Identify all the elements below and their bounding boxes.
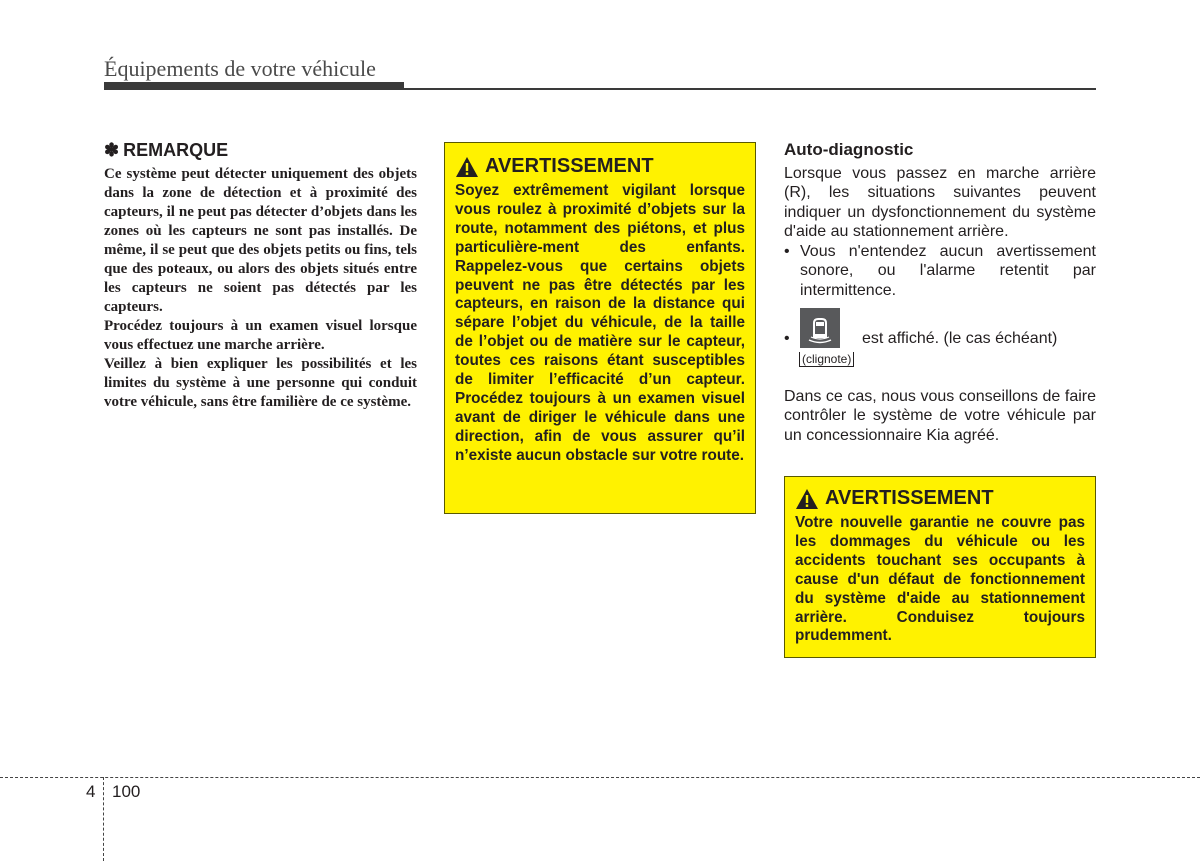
- warning-triangle-icon: [455, 156, 479, 178]
- footer-divider: [0, 777, 1200, 778]
- warning-heading: [455, 155, 745, 178]
- blink-caption: (clignote): [799, 352, 854, 367]
- autodiag-heading: Auto-diagnostic: [784, 140, 914, 159]
- asterisk-icon: ✽: [104, 140, 120, 160]
- note-paragraph: Ce système peut détecter uniquement des objets dans la zone de détection et à proximité des capteurs, il ne peut pas détecter d’objets dans les zones où les capteurs ne sont pas installés. De même, il se peut que des objets petits ou fins, tels que des poteaux, ou alors des objets situés entre les capteurs ne soient pas détectés par les capteurs.: [104, 166, 417, 315]
- bullet-symbol: •: [784, 330, 790, 347]
- note-body: [104, 165, 417, 412]
- warning-box-warranty: [784, 476, 1096, 658]
- page-header-title: Équipements de votre véhicule: [104, 56, 376, 81]
- note-heading-label: REMARQUE: [123, 140, 229, 160]
- warning-triangle-icon: [795, 488, 819, 510]
- autodiag-intro: Lorsque vous passez en marche arrière (R), les situations suivantes peuvent indiquer un dysfonctionnement du système d'aide au stationnement arrière.: [784, 165, 1096, 241]
- warning-body: Votre nouvelle garantie ne couvre pas les dommages du véhicule ou les accidents touchant ses occupants à cause d'un défaut de fonctionnement du système d'aide au stationnement arrière. Conduisez toujours prudemment.: [795, 514, 1085, 645]
- warning-box-pedestrians: [444, 142, 756, 514]
- header-rule: [104, 88, 1096, 90]
- page-number: 100: [112, 782, 141, 801]
- footer-vertical-divider: [103, 777, 104, 861]
- note-paragraph: Procédez toujours à un examen visuel lorsque vous effectuez une marche arrière.: [104, 318, 417, 353]
- warning-heading-label: AVERTISSEMENT: [825, 487, 994, 509]
- note-paragraph: Veillez à bien expliquer les possibilités et les limites du système à une personne qui conduit votre véhicule, sans être familière de ce système.: [104, 356, 417, 410]
- bullet-text: Vous n'entendez aucun avertissement sonore, ou l'alarme retentit par intermittence.: [800, 243, 1096, 299]
- section-number: 4: [86, 782, 96, 801]
- autodiag-bullet-display: [784, 308, 1096, 368]
- autodiag-bullet-sound: [784, 242, 1096, 300]
- warning-heading-label: AVERTISSEMENT: [485, 155, 654, 177]
- warning-heading: [795, 487, 1085, 510]
- warning-body: Soyez extrêmement vigilant lorsque vous roulez à proximité d’objets sur la route, notamment des piétons, et plus particulière-ment des enfants. Rappelez-vous que certains objets peuvent ne pas être détectés par les capteurs, en raison de la distance qui sépare l’objet du véhicule, de la taille de l’objet ou de matière sur le capteur, toutes ces raisons étant susceptibles de limiter l’efficacité d’un capteur. Procédez toujours à un examen visuel avant de diriger le véhicule dans une direction, afin de vous assurer qu’il n’existe aucun obstacle sur votre route.: [455, 182, 745, 464]
- autodiag-advice: Dans ce cas, nous vous conseillons de faire contrôler le système de votre véhicule par un concessionnaire Kia agréé.: [784, 388, 1096, 444]
- parking-sensor-icon: [800, 308, 840, 348]
- note-heading: [104, 140, 228, 161]
- display-status-text: est affiché. (le cas échéant): [862, 330, 1058, 347]
- bullet-symbol: •: [784, 243, 790, 260]
